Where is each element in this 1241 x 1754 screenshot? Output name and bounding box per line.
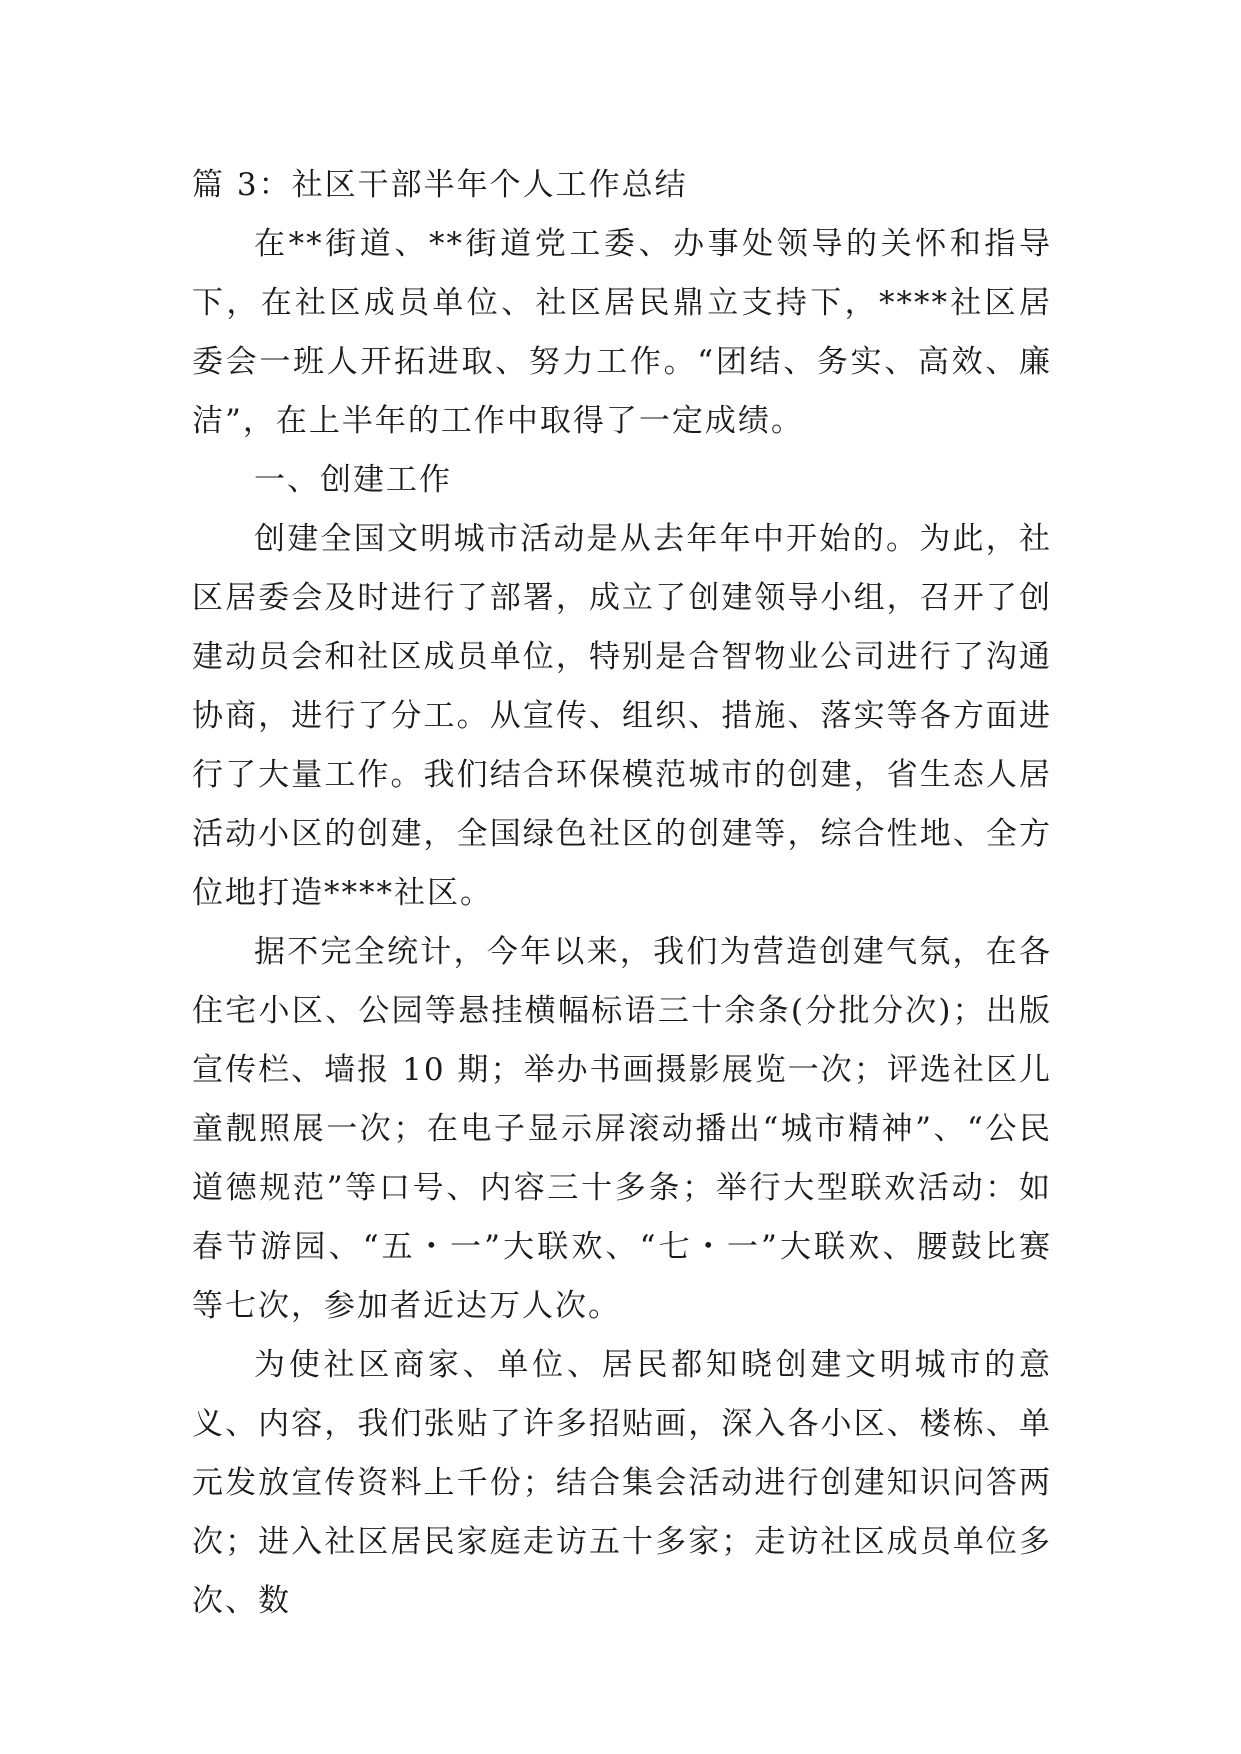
document-title: 篇 3：社区干部半年个人工作总结 — [192, 167, 688, 203]
section1-paragraph-2: 据不完全统计，今年以来，我们为营造创建气氛，在各住宅小区、公园等悬挂横幅标语三十余条(分批分次)；出版宣传栏、墙报 10 期；举办书画摄影展览一次；评选社区儿童靓照展一次；在电子显示屏滚动播出“城市精神”、“公民道德规范”等口号、内容三十多条；举行大型联欢活动：如春节游园、“五・一”大联欢、“七・一”大联欢、腰鼓比赛等七次，参加者近达万人次。 — [192, 934, 1052, 1324]
intro-paragraph: 在**街道、**街道党工委、办事处领导的关怀和指导下，在社区成员单位、社区居民鼎立支持下，****社区居委会一班人开拓进取、努力工作。“团结、务实、高效、廉洁”，在上半年的工作中取得了一定成绩。 — [192, 226, 1052, 439]
document-body — [192, 156, 1052, 1631]
section-heading-creation-work: 一、创建工作 — [254, 462, 452, 498]
section1-paragraph-1: 创建全国文明城市活动是从去年年中开始的。为此，社区居委会及时进行了部署，成立了创建领导小组，召开了创建动员会和社区成员单位，特别是合智物业公司进行了沟通协商，进行了分工。从宣传、组织、措施、落实等各方面进行了大量工作。我们结合环保模范城市的创建，省生态人居活动小区的创建，全国绿色社区的创建等，综合性地、全方位地打造****社区。 — [192, 521, 1052, 911]
section1-paragraph-3: 为使社区商家、单位、居民都知晓创建文明城市的意义、内容，我们张贴了许多招贴画，深入各小区、楼栋、单元发放宣传资料上千份；结合集会活动进行创建知识问答两次；进入社区居民家庭走访五十多家；走访社区成员单位多次、数 — [192, 1347, 1052, 1619]
